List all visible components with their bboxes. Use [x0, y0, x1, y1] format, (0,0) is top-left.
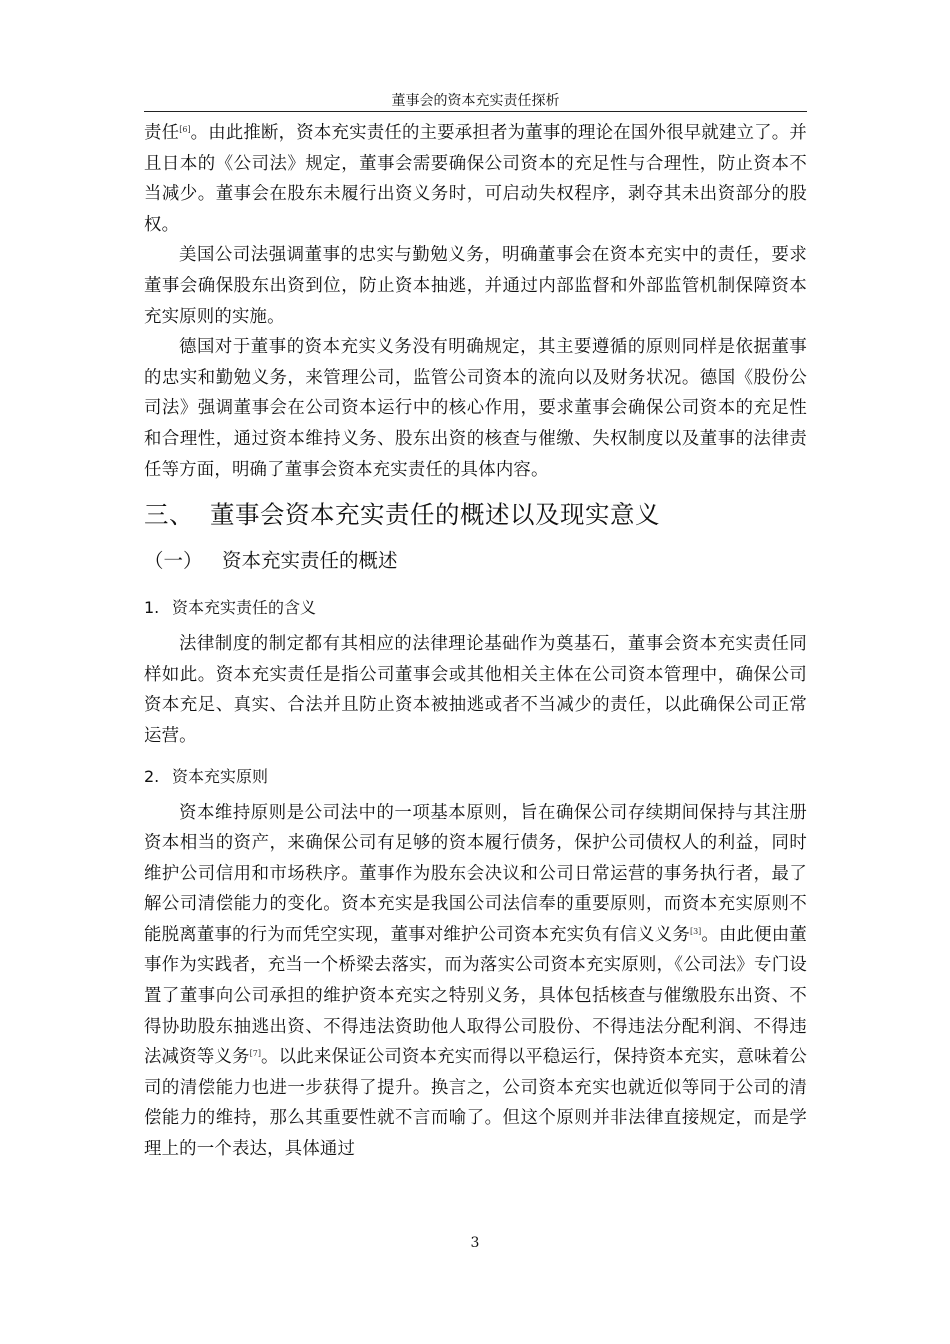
paragraph-text: 责任 — [144, 123, 180, 143]
paragraph-text: 。以此来保证公司资本充实而得以平稳运行，保持资本充实，意味着公司的清偿能力也进一步获得了提升。换言之，公司资本充实也就近似等同于公司的清偿能力的维持，那么其重要性就不言而喻了。但这个原则并非法律直接规定，而是学理上的一个表达，具体通过 — [144, 1047, 807, 1160]
paragraph: 法律制度的制定都有其相应的法律理论基础作为奠基石，董事会资本充实责任同样如此。资本充实责任是指公司董事会或其他相关主体在公司资本管理中，确保公司资本充足、真实、合法并且防止资本被抽逃或者不当减少的责任，以此确保公司正常运营。 — [144, 634, 807, 746]
header-rule — [144, 111, 807, 112]
item-heading — [144, 756, 807, 798]
paragraph: 美国公司法强调董事的忠实与勤勉义务，明确董事会在资本充实中的责任，要求董事会确保股东出资到位，防止资本抽逃，并通过内部监督和外部监管机制保障资本充实原则的实施。 — [144, 245, 807, 327]
running-header: 董事会的资本充实责任探析 — [391, 93, 560, 109]
citation-ref[interactable]: [7] — [249, 1049, 262, 1059]
subsection-heading — [144, 539, 807, 583]
paragraph-text: 资本维持原则是公司法中的一项基本原则，旨在确保公司存续期间保持与其注册资本相当的资产，来确保公司有足够的资本履行债务，保护公司债权人的利益，同时维护公司信用和市场秩序。董事作为股东会决议和公司日常运营的事务执行者，最了解公司清偿能力的变化。资本充实是我国公司法信奉的重要原则，而资本充实原则不能脱离董事的行为而凭空实现，董事对维护公司资本充实负有信义义务 — [144, 802, 807, 945]
page-number: 3 — [470, 1235, 480, 1251]
paragraph-text: 。由此便由董事作为实践者，充当一个桥梁去落实，而为落实公司资本充实原则，《公司法》专门设置了董事向公司承担的维护资本充实之特别义务，具体包括核查与催缴股东出资、不得协助股东抽逃出资、不得违法资助他人取得公司股份、不得违法分配利润、不得违法减资等义务 — [144, 924, 807, 1068]
item-title: 资本充实责任的含义 — [172, 598, 317, 618]
subsection-title: 资本充实责任的概述 — [222, 549, 398, 573]
item-title: 资本充实原则 — [172, 766, 269, 786]
paragraph — [144, 118, 807, 240]
paragraph — [144, 798, 807, 1165]
citation-ref[interactable]: [3] — [689, 926, 702, 936]
subsection-number: （一） — [144, 549, 203, 573]
item-number: 2. — [144, 766, 160, 786]
section-number: 三、 — [144, 500, 194, 530]
item-heading — [144, 587, 807, 629]
citation-ref[interactable]: [6] — [179, 125, 191, 134]
document-body — [144, 118, 807, 1165]
paragraph: 德国对于董事的资本充实义务没有明确规定，其主要遵循的原则同样是依据董事的忠实和勤勉义务，来管理公司，监管公司资本的流向以及财务状况。德国《股份公司法》强调董事会在公司资本运行中的核心作用，要求董事会确保公司资本的充足性和合理性，通过资本维持义务、股东出资的核查与催缴、失权制度以及董事的法律责任等方面，明确了董事会资本充实责任的具体内容。 — [144, 337, 807, 480]
paragraph-text: 。由此推断，资本充实责任的主要承担者为董事的理论在国外很早就建立了。并且日本的《公司法》规定，董事会需要确保公司资本的充足性与合理性，防止资本不当减少。董事会在股东未履行出资义务时，可启动失权程序，剥夺其未出资部分的股权。 — [144, 123, 807, 235]
section-heading — [144, 493, 807, 537]
section-title: 董事会资本充实责任的概述以及现实意义 — [210, 500, 660, 530]
item-number: 1. — [144, 598, 160, 618]
